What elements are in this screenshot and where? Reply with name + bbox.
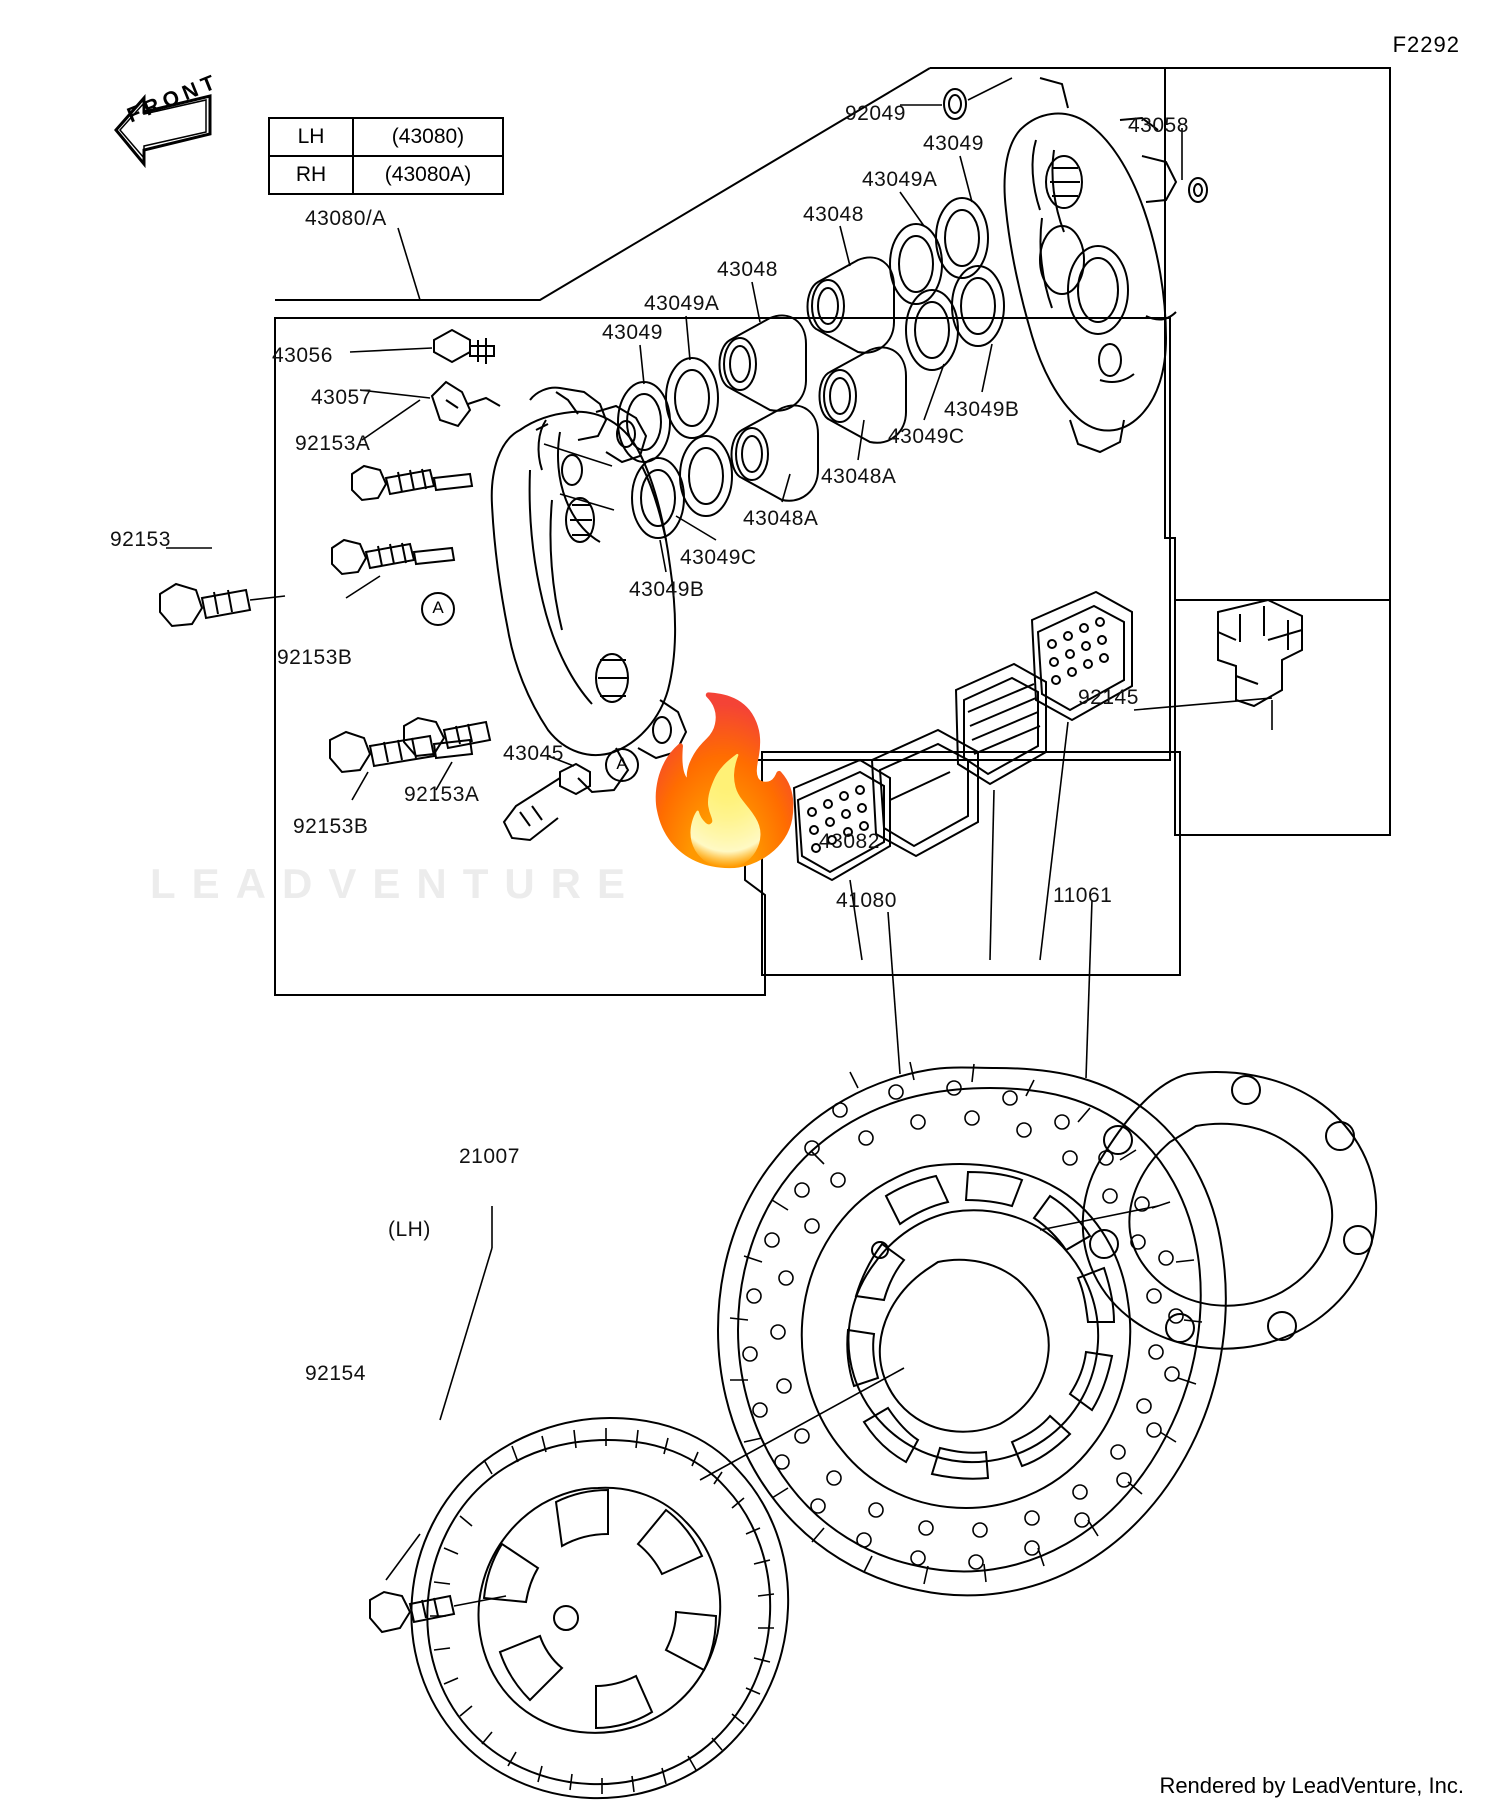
callout-43045: 43045 (503, 742, 564, 765)
watermark-flame-icon: 🔥 (625, 690, 825, 869)
callout-43057: 43057 (311, 386, 372, 409)
callout-92154: 92154 (305, 1362, 366, 1385)
watermark-text: LEADVENTURE (150, 860, 642, 907)
callout-43049c-left: 43049C (680, 546, 757, 569)
side-cell: RH (269, 156, 353, 194)
callout-92153b-bottom: 92153B (293, 815, 369, 838)
callout-43048-right: 43048 (803, 203, 864, 226)
part-cell: (43080) (353, 118, 503, 156)
callout-43058: 43058 (1128, 114, 1189, 137)
callout-11061: 11061 (1053, 884, 1113, 907)
section-mark-a-lower: A (605, 748, 639, 782)
callout-92153a-top: 92153A (295, 432, 371, 455)
callout-43049-right: 43049 (923, 132, 984, 155)
callout-92145: 92145 (1078, 686, 1139, 709)
callout-92153a-bottom: 92153A (404, 783, 480, 806)
callout-41080: 41080 (836, 889, 897, 912)
section-mark-a-upper: A (421, 592, 455, 626)
callout-43049c-right: 43049C (888, 425, 965, 448)
callout-43049a: 43049A (644, 292, 720, 315)
callout-43056: 43056 (272, 344, 333, 367)
callout-43049b-left: 43049B (629, 578, 705, 601)
callout-92153: 92153 (110, 528, 171, 551)
callout-43049b-right: 43049B (944, 398, 1020, 421)
callout-43080a: 43080/A (305, 207, 387, 230)
callout-92049: 92049 (845, 102, 906, 125)
side-cell: LH (269, 118, 353, 156)
callout-lh: (LH) (388, 1218, 431, 1241)
callout-43082: 43082 (819, 830, 880, 853)
footer-credit: Rendered by LeadVenture, Inc. (1159, 1773, 1464, 1798)
callout-43049: 43049 (602, 321, 663, 344)
part-cell: (43080A) (353, 156, 503, 194)
callout-43048-left: 43048 (717, 258, 778, 281)
callout-43049a-right: 43049A (862, 168, 938, 191)
callout-92153b-top: 92153B (277, 646, 353, 669)
callout-43048a-right: 43048A (821, 465, 897, 488)
callout-21007: 21007 (459, 1145, 520, 1168)
callout-43048a-left: 43048A (743, 507, 819, 530)
sheet-code: F2292 (1392, 32, 1460, 57)
front-arrow-label: FRONT (124, 69, 223, 128)
